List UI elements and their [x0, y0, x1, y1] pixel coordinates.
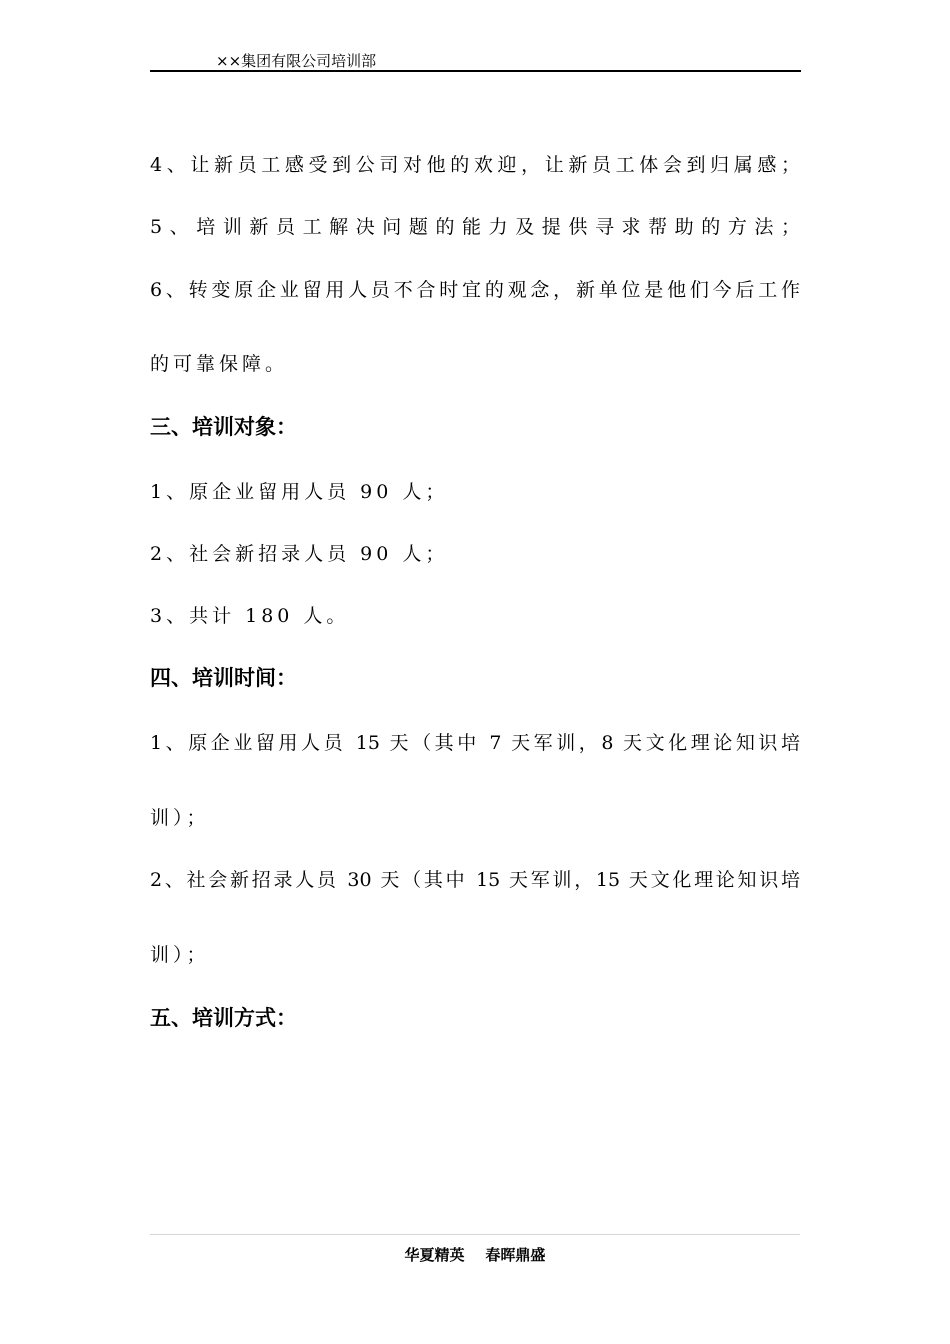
time-item-2-continued: 训）；	[150, 944, 210, 966]
goal-item-6: 6、转变原企业留用人员不合时宜的观念，新单位是他们今后工作	[150, 279, 800, 301]
footer-divider	[150, 1234, 800, 1235]
footer-slogan: 华夏精英 春晖鼎盛	[404, 1246, 546, 1264]
target-item-1: 1、原企业留用人员 90 人；	[150, 481, 449, 503]
goal-item-6-continued: 的可靠保障。	[150, 353, 289, 375]
target-item-3: 3、共计 180 人。	[150, 605, 350, 627]
goal-item-4: 4、让新员工感受到公司对他的欢迎，让新员工体会到归属感；	[150, 154, 800, 176]
header-title: ××集团有限公司培训部	[216, 52, 377, 70]
time-item-2: 2、社会新招录人员 30 天（其中 15 天军训，15 天文化理论知识培	[150, 869, 800, 891]
heading-training-time: 四、培训时间：	[150, 666, 297, 690]
heading-training-method: 五、培训方式：	[150, 1006, 297, 1030]
goal-item-5: 5、培训新员工解决问题的能力及提供寻求帮助的方法；	[150, 216, 800, 238]
heading-training-targets: 三、培训对象：	[150, 415, 297, 439]
time-item-1: 1、原企业留用人员 15 天（其中 7 天军训，8 天文化理论知识培	[150, 732, 800, 754]
time-item-1-continued: 训）；	[150, 807, 210, 829]
header-divider	[150, 70, 801, 72]
target-item-2: 2、社会新招录人员 90 人；	[150, 543, 449, 565]
